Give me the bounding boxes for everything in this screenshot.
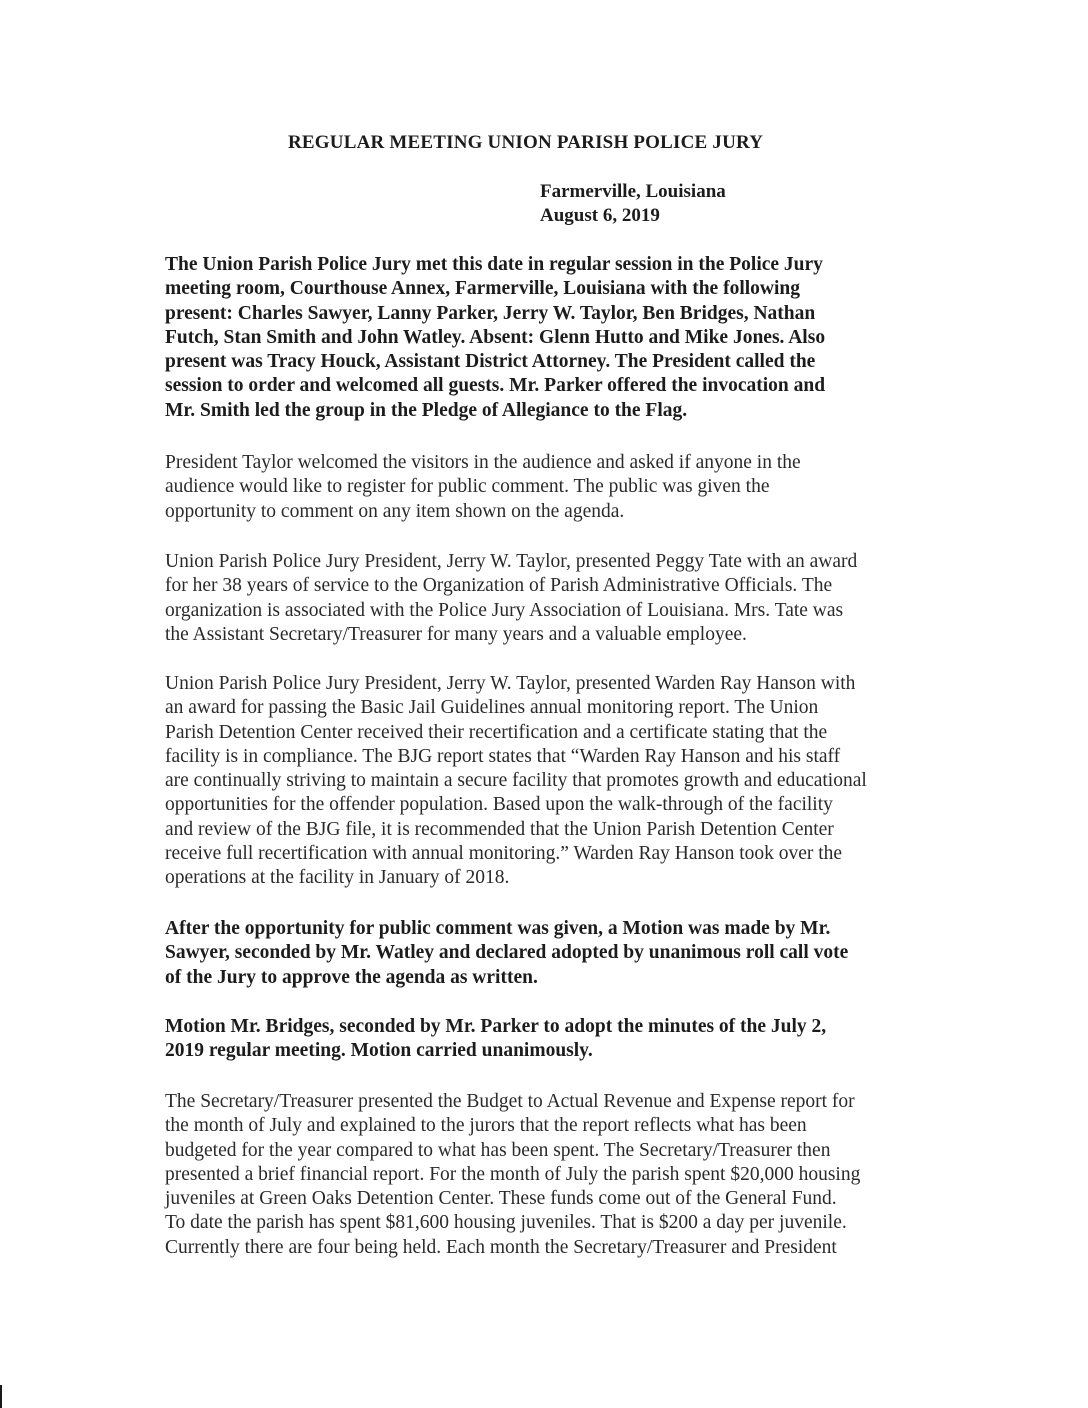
- text-line: The Secretary/Treasurer presented the Budget to Actual Revenue and Expense report for: [165, 1091, 855, 1112]
- text-line: audience would like to register for public comment. The public was given the: [165, 476, 770, 498]
- text-line: present: Charles Sawyer, Lanny Parker, Jerry W. Taylor, Ben Bridges, Nathan: [165, 302, 816, 324]
- text-line: and review of the BJG file, it is recommended that the Union Parish Detention Center: [165, 818, 834, 840]
- meeting-location-block: [540, 180, 726, 228]
- text-line: the Assistant Secretary/Treasurer for many years and a valuable employee.: [165, 623, 747, 645]
- text-line: juveniles at Green Oaks Detention Center. These funds come out of the General Fund.: [165, 1188, 837, 1210]
- text-line: the month of July and explained to the jurors that the report reflects what has been: [165, 1115, 807, 1137]
- text-line: Futch, Stan Smith and John Watley. Absent: Glenn Hutto and Mike Jones. Also: [165, 326, 826, 348]
- text-line: opportunities for the offender population. Based upon the walk-through of the facility: [165, 794, 833, 816]
- text-line: an award for passing the Basic Jail Guidelines annual monitoring report. The Union: [165, 697, 819, 719]
- text-line: session to order and welcomed all guests. Mr. Parker offered the invocation and: [165, 375, 826, 397]
- text-line: 2019 regular meeting. Motion carried unanimously.: [165, 1040, 593, 1062]
- document-title: REGULAR MEETING UNION PARISH POLICE JURY: [288, 132, 764, 153]
- text-line: After the opportunity for public comment was given, a Motion was made by Mr.: [165, 918, 831, 939]
- text-line: Parish Detention Center received their recertification and a certificate stating that the: [165, 721, 828, 743]
- text-line: for her 38 years of service to the Organization of Parish Administrative Officials. The: [165, 575, 833, 597]
- meeting-date: August 6, 2019: [540, 205, 660, 226]
- text-line: facility is in compliance. The BJG report states that “Warden Ray Hanson and his staff: [165, 745, 841, 767]
- text-line: Union Parish Police Jury President, Jerry W. Taylor, presented Warden Ray Hanson with: [165, 673, 856, 694]
- text-line: Sawyer, seconded by Mr. Watley and declared adopted by unanimous roll call vote: [165, 942, 849, 964]
- paragraph-agenda-motion: [165, 917, 945, 990]
- text-line: operations at the facility in January of 2018.: [165, 867, 510, 889]
- paragraph-tate-award: [165, 550, 945, 647]
- text-line: of the Jury to approve the agenda as written.: [165, 966, 538, 988]
- text-line: opportunity to comment on any item shown on the agenda.: [165, 500, 625, 522]
- text-line: budgeted for the year compared to what has been spent. The Secretary/Treasurer then: [165, 1139, 831, 1161]
- text-line: Union Parish Police Jury President, Jerry W. Taylor, presented Peggy Tate with an award: [165, 551, 858, 572]
- text-line: Mr. Smith led the group in the Pledge of Allegiance to the Flag.: [165, 399, 688, 421]
- text-line: are continually striving to maintain a secure facility that promotes growth and educational: [165, 770, 867, 792]
- paragraph-minutes-motion: [165, 1015, 945, 1064]
- paragraph-hanson-award: [165, 672, 945, 891]
- text-line: To date the parish has spent $81,600 housing juveniles. That is $200 a day per juvenile.: [165, 1212, 847, 1234]
- text-line: receive full recertification with annual monitoring.” Warden Ray Hanson took over the: [165, 843, 843, 865]
- text-line: organization is associated with the Police Jury Association of Louisiana. Mrs. Tate was: [165, 599, 844, 621]
- text-line: presented a brief financial report. For the month of July the parish spent $20,000 housing: [165, 1163, 861, 1185]
- text-line: The Union Parish Police Jury met this date in regular session in the Police Jury: [165, 254, 823, 275]
- text-line: meeting room, Courthouse Annex, Farmerville, Louisiana with the following: [165, 278, 800, 300]
- paragraph-public-comment: [165, 451, 945, 524]
- text-line: Currently there are four being held. Each month the Secretary/Treasurer and President: [165, 1236, 837, 1258]
- meeting-city: Farmerville, Louisiana: [540, 181, 726, 202]
- text-line: Motion Mr. Bridges, seconded by Mr. Parker to adopt the minutes of the July 2,: [165, 1016, 827, 1037]
- text-line: present was Tracy Houck, Assistant District Attorney. The President called the: [165, 351, 816, 373]
- scan-edge-mark: [0, 1385, 2, 1408]
- text-line: President Taylor welcomed the visitors in the audience and asked if anyone in the: [165, 452, 801, 473]
- paragraph-attendance: [165, 253, 945, 423]
- paragraph-financial-report: [165, 1090, 945, 1260]
